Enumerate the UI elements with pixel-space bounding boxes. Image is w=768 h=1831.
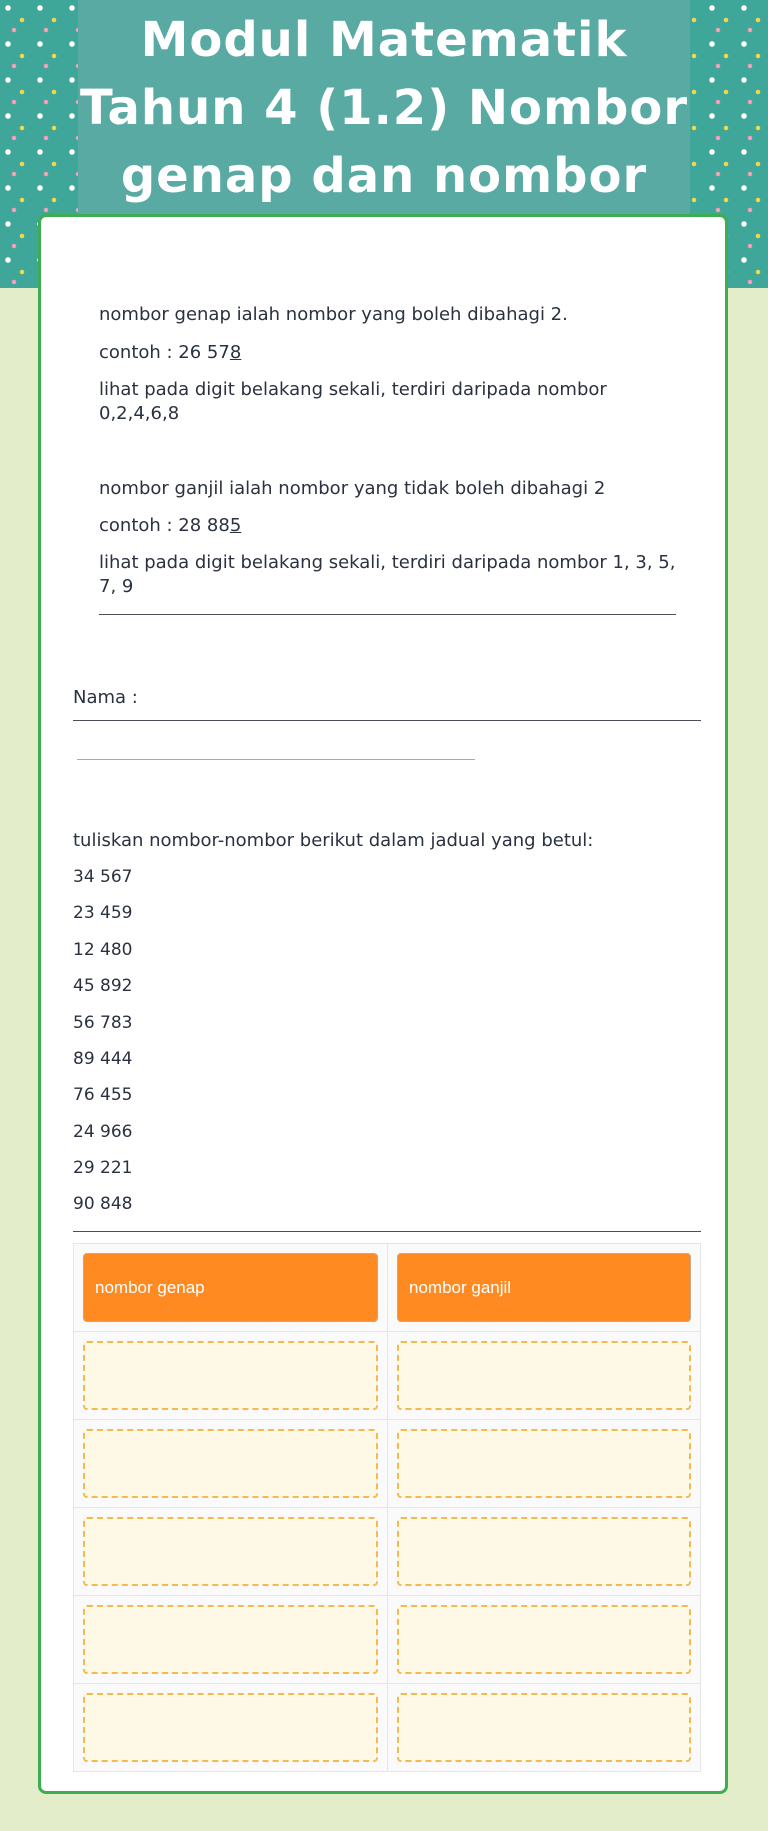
number-item[interactable]: 76 455: [73, 1085, 133, 1105]
table-row: [74, 1420, 700, 1508]
even-dropzone[interactable]: [83, 1693, 378, 1762]
name-label: Nama :: [73, 687, 138, 708]
worksheet-card: [38, 214, 728, 1794]
even-dropzone[interactable]: [83, 1429, 378, 1498]
even-dropzone[interactable]: [83, 1341, 378, 1410]
number-item[interactable]: 24 966: [73, 1122, 133, 1142]
numbers-divider: [73, 1231, 701, 1232]
number-item[interactable]: 23 459: [73, 903, 133, 923]
odd-dropzone[interactable]: [397, 1517, 691, 1586]
number-item[interactable]: 89 444: [73, 1049, 133, 1069]
number-item[interactable]: 12 480: [73, 940, 133, 960]
table-row: [74, 1508, 700, 1596]
table-row: [74, 1332, 700, 1420]
number-item[interactable]: 34 567: [73, 867, 133, 887]
even-example-last-digit: 8: [229, 342, 242, 363]
name-divider: [73, 720, 701, 721]
name-input[interactable]: [77, 737, 475, 760]
page-title: Modul Matematik Tahun 4 (1.2) Nombor genap dan nombor: [79, 12, 689, 204]
number-item[interactable]: 56 783: [73, 1013, 133, 1033]
table-header-row: [74, 1244, 700, 1332]
odd-dropzone[interactable]: [397, 1605, 691, 1674]
number-item[interactable]: 29 221: [73, 1158, 133, 1178]
odd-example-number: contoh : 28 88: [99, 515, 230, 536]
even-definition: nombor genap ialah nombor yang boleh dibahagi 2.: [99, 304, 568, 325]
odd-example: [99, 514, 679, 538]
odd-example-last-digit: 5: [229, 515, 242, 536]
number-item[interactable]: 45 892: [73, 976, 133, 996]
odd-dropzone[interactable]: [397, 1693, 691, 1762]
info-divider: [99, 614, 676, 615]
even-dropzone[interactable]: [83, 1605, 378, 1674]
header-even: nombor genap: [83, 1253, 378, 1322]
odd-rule: lihat pada digit belakang sekali, terdiri daripada nombor 1, 3, 5, 7, 9: [99, 552, 676, 597]
sort-table: [73, 1243, 701, 1772]
number-item[interactable]: 90 848: [73, 1194, 133, 1214]
task-instruction: tuliskan nombor-nombor berikut dalam jadual yang betul:: [73, 830, 594, 851]
even-rule: lihat pada digit belakang sekali, terdiri daripada nombor 0,2,4,6,8: [99, 379, 607, 424]
odd-definition: nombor ganjil ialah nombor yang tidak boleh dibahagi 2: [99, 478, 606, 499]
even-example-number: contoh : 26 57: [99, 342, 230, 363]
even-dropzone[interactable]: [83, 1517, 378, 1586]
table-row: [74, 1684, 700, 1771]
odd-dropzone[interactable]: [397, 1429, 691, 1498]
even-example: [99, 341, 679, 365]
odd-dropzone[interactable]: [397, 1341, 691, 1410]
header-odd: nombor ganjil: [397, 1253, 691, 1322]
table-row: [74, 1596, 700, 1684]
